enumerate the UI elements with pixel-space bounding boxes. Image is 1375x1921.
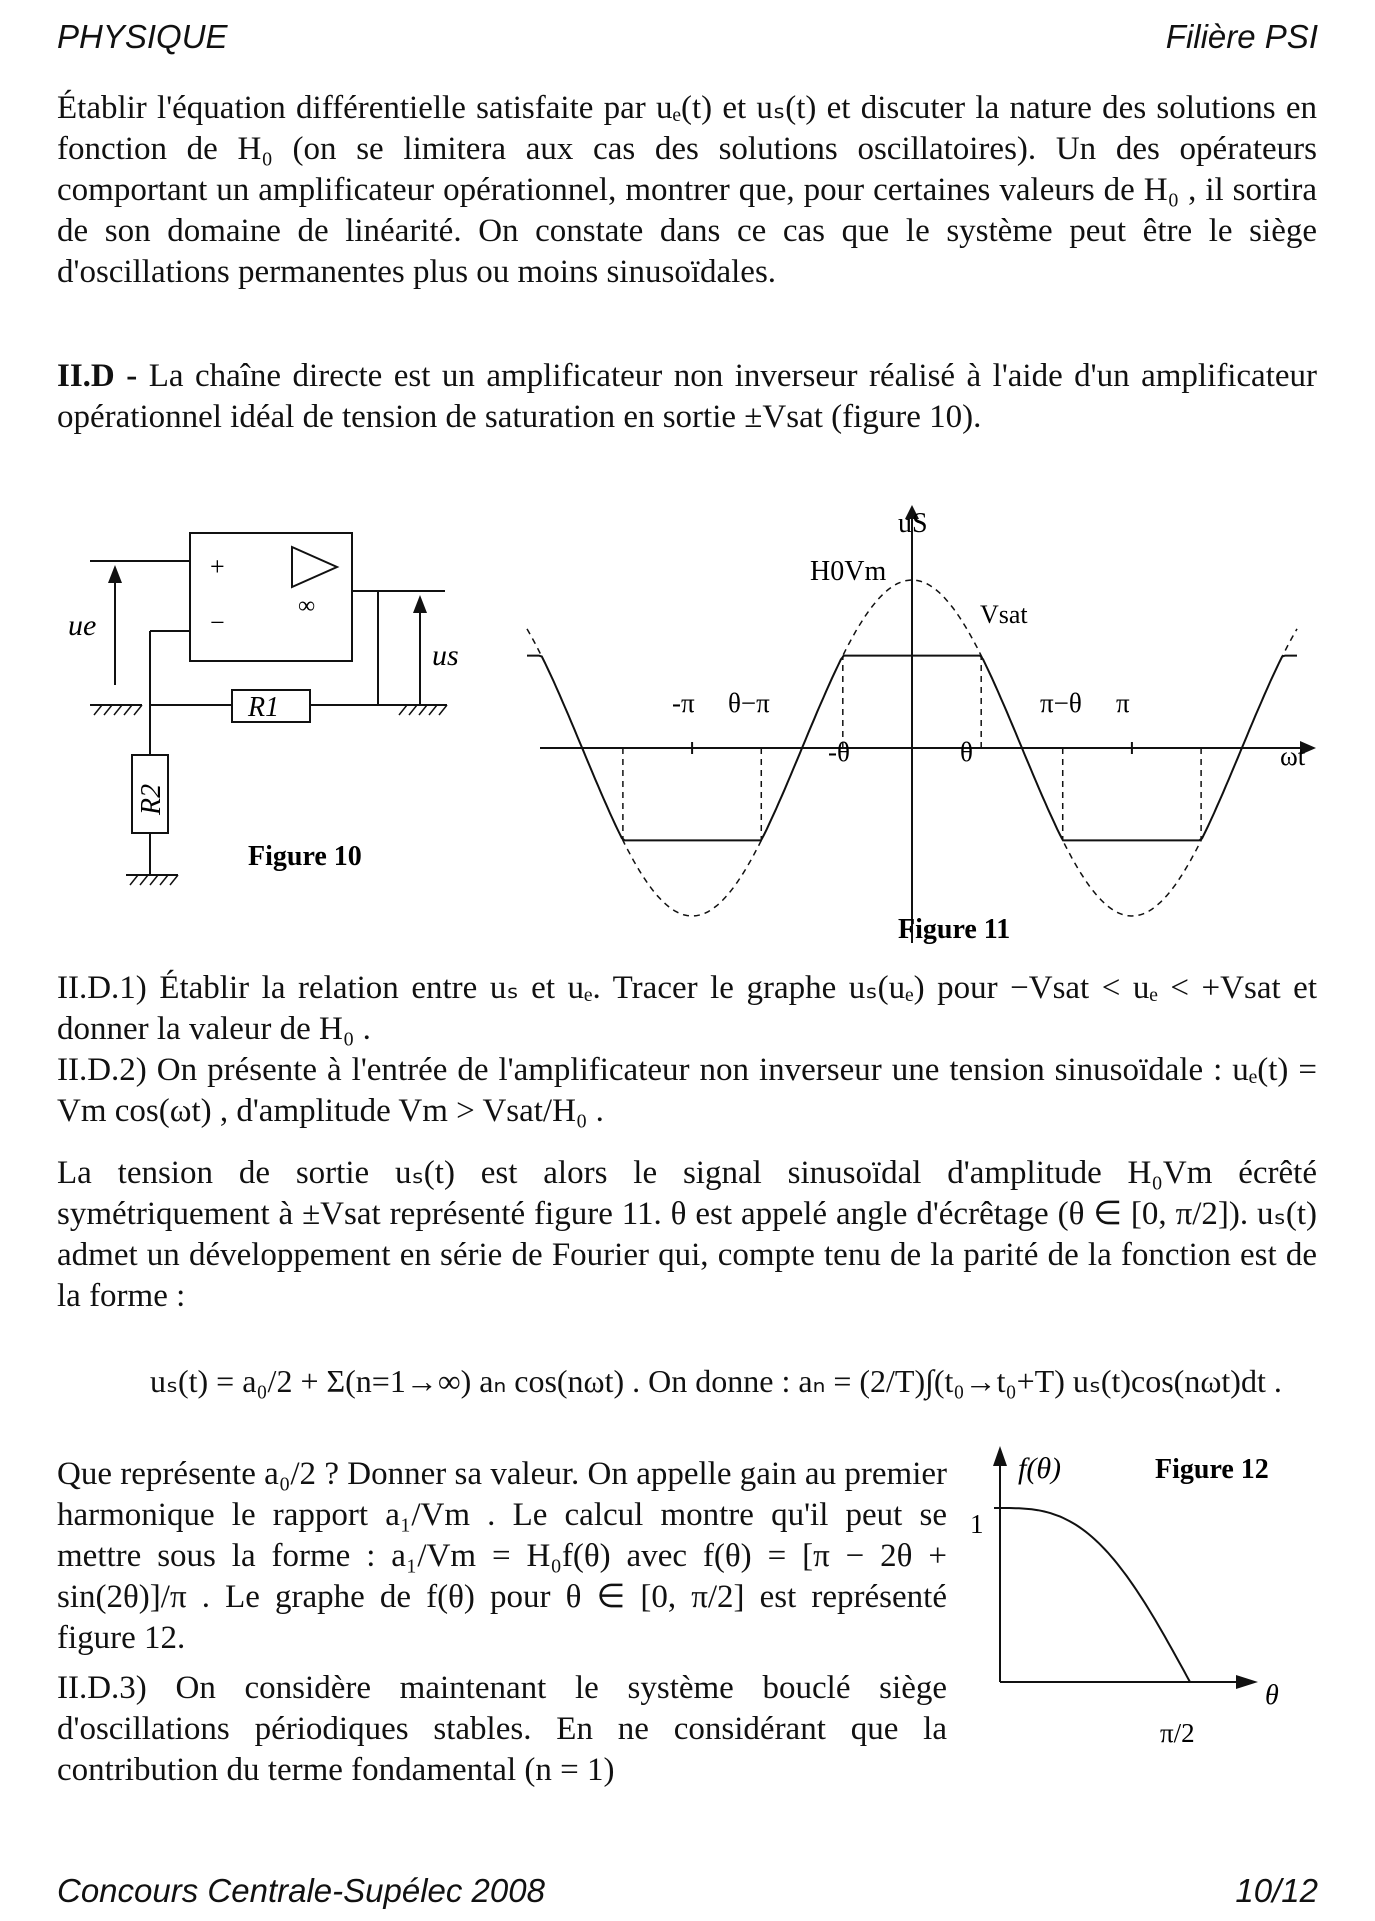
fig12-y-tick: 1 (970, 1509, 984, 1539)
sat-label: Vsat (980, 600, 1028, 629)
opamp-plus: + (210, 552, 225, 581)
paragraph-IID (57, 356, 1317, 438)
fig12-curve-series (1000, 1508, 1190, 1682)
figure-11-chart (540, 505, 1330, 955)
paragraph-gain: Que représente a₀/2 ? Donner sa valeur. On appelle gain au premier harmonique le rapport a₁/Vm . Le calcul montre qu'il peut se mettre sous la forme : a₁/Vm = H₀f(θ) avec f(θ) = [π − 2θ + sin(2θ)]/π . Le graphe de f(θ) pour θ ∈ [0, π/2] est représenté figure 12. (57, 1456, 947, 1656)
tick-label-neg-pi: -π (672, 688, 695, 718)
y-axis-label: uS (898, 508, 928, 539)
ground-r2-icon (130, 875, 178, 885)
question-IID2: II.D.2) On présente à l'entrée de l'amplificateur non inverseur une tension sinusoïdale : uₑ(t) = Vm cos(ωt) , d'amplitude Vm > Vsat/H₀ . (57, 1052, 1317, 1129)
figure-12-chart (970, 1440, 1325, 1748)
figure-10-caption: Figure 10 (248, 841, 362, 872)
tick-label-pi: π (1116, 688, 1130, 718)
fig12-x-arrow-icon (1236, 1675, 1258, 1689)
figure-10-circuit (60, 515, 480, 915)
footer-exam: Concours Centrale-Supélec 2008 (57, 1872, 545, 1909)
label-R2: R2 (136, 783, 167, 815)
us-arrow-icon (413, 595, 427, 613)
ground-right-icon (399, 705, 447, 715)
tick-label-pi-minus-theta: π−θ (1040, 688, 1082, 718)
paragraph-IID-text: La chaîne directe est un amplificateur non inverseur réalisé à l'aide d'un amplificateur opérationnel idéal de tension de saturation en sortie ±Vsat (figure 10). (57, 358, 1318, 435)
label-us: us (432, 639, 459, 672)
label-ue: ue (68, 609, 97, 642)
footer-page: 10/12 (1235, 1872, 1318, 1909)
paragraph-clipping: La tension de sortie uₛ(t) est alors le signal sinusoïdal d'amplitude H₀Vm écrêté symétriquement à ±Vsat représenté figure 11. θ est appelé angle d'écrêtage (θ ∈ [0, π/2]). uₛ(t) admet un développement en série de Fourier qui, compte tenu de la parité de la fonction est de la forme : (57, 1155, 1317, 1314)
ue-arrow-icon (108, 565, 122, 583)
question-IID3: II.D.3) On considère maintenant le système bouclé siège d'oscillations périodiques stables. En ne considérant que la contribution du terme fondamental (n = 1) (57, 1670, 947, 1788)
fourier-equation: uₛ(t) = a₀/2 + Σ(n=1→∞) aₙ cos(nωt) . On donne : aₙ = (2/T)∫(t₀→t₀+T) uₛ(t)cos(nωt)dt . (150, 1363, 1282, 1399)
figure-11-caption: Figure 11 (898, 914, 1011, 945)
opamp-minus: − (210, 608, 225, 637)
tick-label-theta: θ (960, 737, 973, 767)
ground-left-icon (94, 705, 142, 715)
question-IID1: II.D.1) Établir la relation entre uₛ et uₑ. Tracer le graphe uₛ(uₑ) pour −Vsat < uₑ < +Vsat et donner la valeur de H₀ . (57, 970, 1317, 1047)
section-label: II.D - (57, 358, 138, 394)
opamp-infinity: ∞ (298, 593, 316, 619)
fig12-y-arrow-icon (993, 1446, 1007, 1466)
opamp-triangle-icon (292, 547, 337, 587)
figure-12-caption: Figure 12 (1155, 1454, 1269, 1485)
header-subject: PHYSIQUE (57, 18, 228, 55)
peak-label: H0Vm (810, 556, 887, 587)
fig12-x-label: θ (1265, 1680, 1279, 1711)
fig12-x-tick: π/2 (1160, 1718, 1195, 1748)
header-track: Filière PSI (1165, 18, 1318, 55)
fig12-y-label: f(θ) (1018, 1452, 1062, 1485)
paragraph-intro: Établir l'équation différentielle satisfaite par uₑ(t) et uₛ(t) et discuter la nature des solutions en fonction de H₀ (on se limitera aux cas des solutions oscillatoires). Un des opérateurs comportant un amplificateur opérationnel, montrer que, pour certaines valeurs de H₀ , il sortira de son domaine de linéarité. On constate dans ce cas que le système peut être le siège d'oscillations permanentes plus ou moins sinusoïdales. (57, 90, 1317, 290)
tick-label-theta-minus-pi: θ−π (728, 688, 770, 718)
label-R1: R1 (248, 692, 280, 723)
x-axis-label: ωt (1280, 741, 1306, 771)
tick-label-neg-theta: -θ (828, 737, 850, 767)
